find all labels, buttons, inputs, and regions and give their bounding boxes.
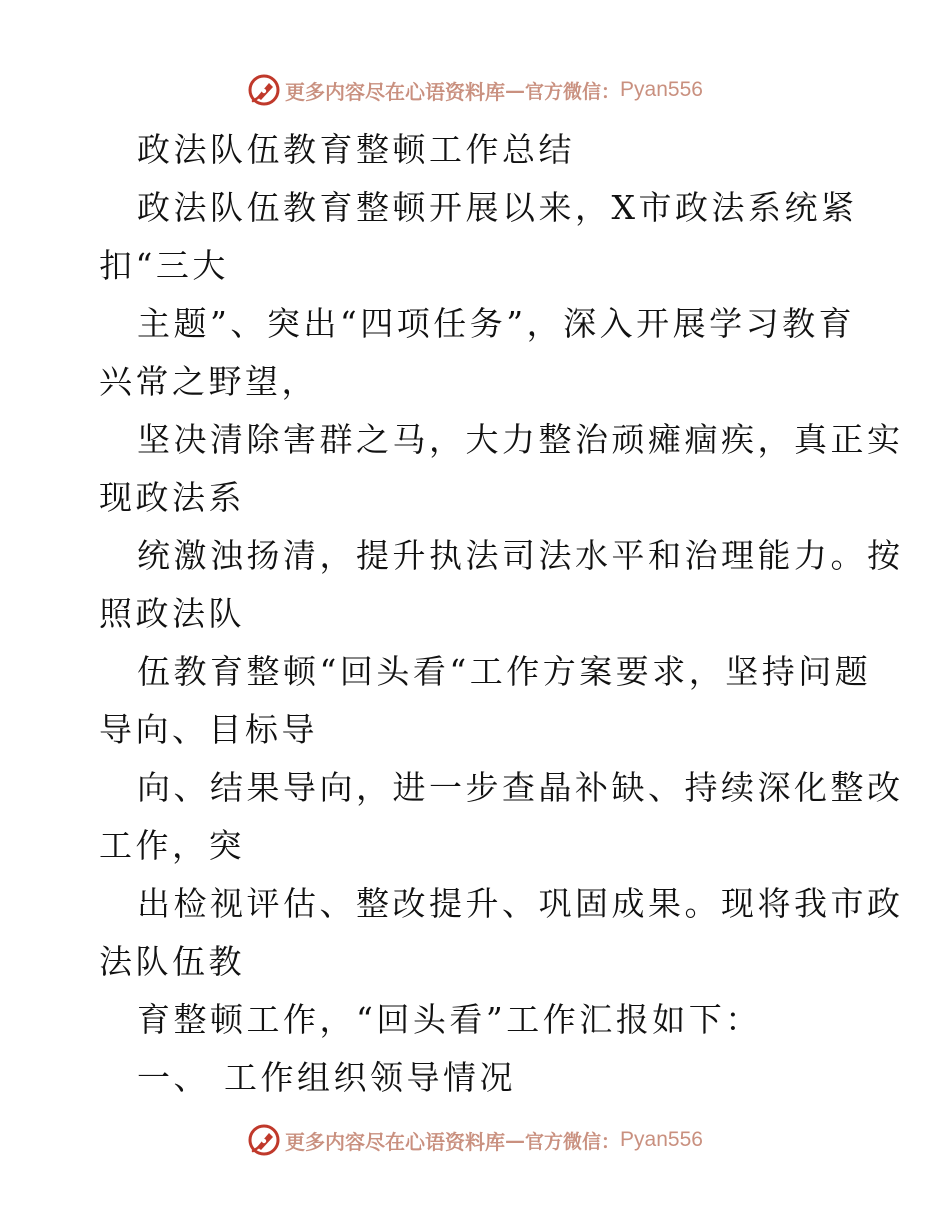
paragraph-line: 政法队伍教育整顿开展以来，X市政法系统紧: [137, 188, 858, 227]
banner-main-text: 更多内容尽在心语资料库: [285, 1129, 506, 1154]
banner-main-text: 更多内容尽在心语资料库: [285, 79, 506, 104]
paragraph-line: 法队伍教: [99, 942, 245, 981]
footer-watermark-banner: [0, 1120, 950, 1160]
pen-nib-logo-icon: [247, 1123, 281, 1157]
paragraph-line: 统激浊扬清，提升执法司法水平和治理能力。按: [137, 536, 904, 575]
paragraph-line: 出检视评估、整改提升、巩固成果。现将我市政: [137, 884, 904, 923]
paragraph-line: 现政法系: [99, 478, 245, 517]
pen-nib-logo-icon: [247, 73, 281, 107]
paragraph-line: 向、结果导向，进一步查晶补缺、持续深化整改: [137, 768, 904, 807]
banner-wechat-label: 官方微信：: [525, 80, 621, 103]
banner-wechat-id: Pyan556: [620, 78, 703, 101]
paragraph-line: 兴常之野望，: [99, 362, 318, 401]
banner-separator: —: [505, 1128, 526, 1152]
paragraph-line: 主题”、突出“四项任务”，深入开展学习教育: [137, 304, 856, 343]
paragraph-line: 伍教育整顿“回头看“工作方案要求，坚持问题: [137, 652, 872, 691]
document-title: 政法队伍教育整顿工作总结: [137, 130, 575, 169]
paragraph-line: 育整顿工作，“回头看”工作汇报如下：: [137, 1000, 762, 1039]
paragraph-line: 照政法队: [99, 594, 245, 633]
banner-wechat-label: 官方微信：: [525, 1130, 621, 1153]
header-watermark-banner: [0, 70, 950, 110]
paragraph-line: 扣“三大: [99, 246, 229, 285]
banner-separator: —: [505, 78, 526, 102]
paragraph-line: 工作，突: [99, 826, 245, 865]
paragraph-line: 导向、目标导: [99, 710, 318, 749]
banner-wechat-id: Pyan556: [620, 1128, 703, 1151]
section-heading: 一、 工作组织领导情况: [137, 1058, 516, 1097]
paragraph-line: 坚决清除害群之马，大力整治顽瘫痼疾，真正实: [137, 420, 904, 459]
